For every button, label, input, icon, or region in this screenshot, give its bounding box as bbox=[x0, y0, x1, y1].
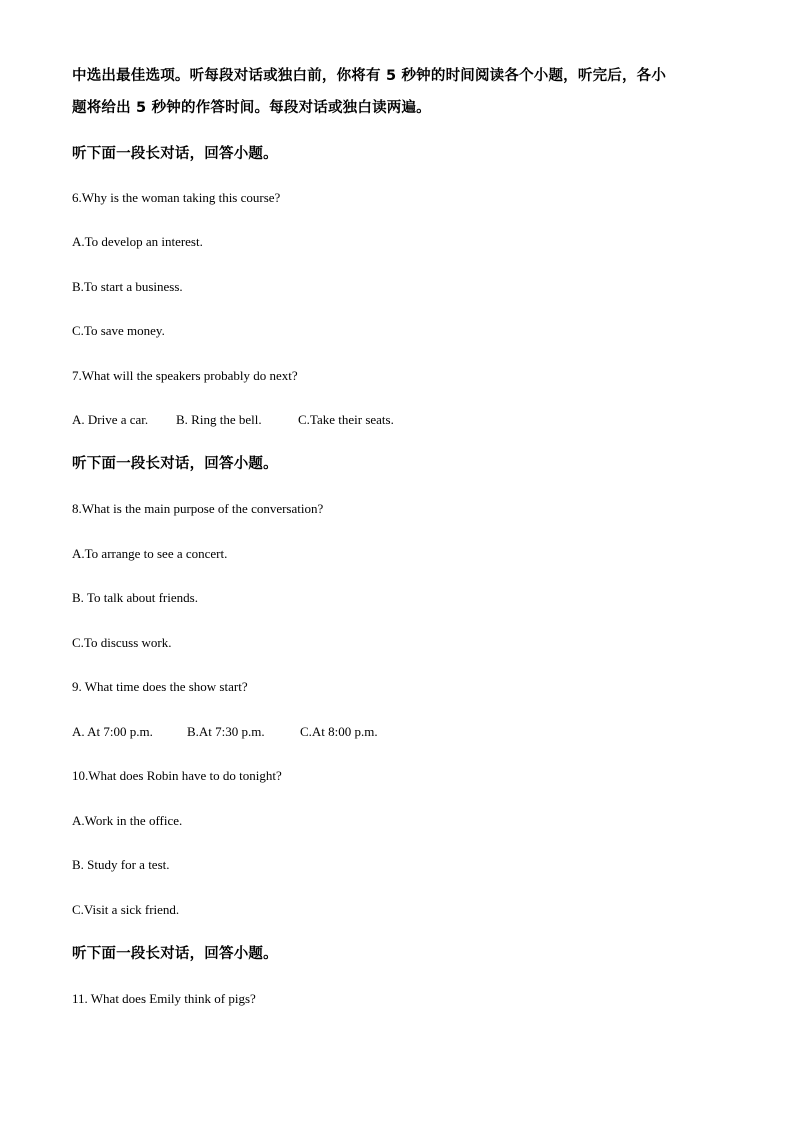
option-c: C.Visit a sick friend. bbox=[72, 902, 180, 917]
instructions-line-1: 中选出最佳选项。听每段对话或独白前，你将有 5 秒钟的时间阅读各个小题，听完后，各小 bbox=[72, 68, 667, 84]
option-b: B. Study for a test. bbox=[72, 857, 170, 872]
options-row bbox=[72, 724, 378, 740]
option-b: B.To start a business. bbox=[72, 279, 183, 294]
section-heading: 听下面一段长对话，回答小题。 bbox=[72, 456, 278, 472]
option-c: C.Take their seats. bbox=[298, 412, 394, 427]
option-c: C.To save money. bbox=[72, 323, 165, 338]
question-stem: 7.What will the speakers probably do next? bbox=[72, 368, 298, 383]
options-row bbox=[72, 412, 394, 428]
question-stem: 11. What does Emily think of pigs? bbox=[72, 991, 256, 1006]
question-stem: 9. What time does the show start? bbox=[72, 679, 248, 694]
question-stem: 10.What does Robin have to do tonight? bbox=[72, 768, 282, 783]
option-c: C.To discuss work. bbox=[72, 635, 172, 650]
option-a: A. At 7:00 p.m. bbox=[72, 724, 153, 739]
option-a: A.To develop an interest. bbox=[72, 234, 203, 249]
option-a: A.Work in the office. bbox=[72, 813, 183, 828]
section-heading: 听下面一段长对话，回答小题。 bbox=[72, 146, 278, 162]
option-b: B. Ring the bell. bbox=[176, 412, 262, 427]
question-stem: 8.What is the main purpose of the conversation? bbox=[72, 501, 324, 516]
option-b: B.At 7:30 p.m. bbox=[187, 724, 265, 739]
option-a: A.To arrange to see a concert. bbox=[72, 546, 228, 561]
option-a: A. Drive a car. bbox=[72, 412, 149, 427]
section-heading: 听下面一段长对话，回答小题。 bbox=[72, 946, 278, 962]
question-stem: 6.Why is the woman taking this course? bbox=[72, 190, 281, 205]
option-c: C.At 8:00 p.m. bbox=[300, 724, 378, 739]
option-b: B. To talk about friends. bbox=[72, 590, 198, 605]
instructions-line-2: 题将给出 5 秒钟的作答时间。每段对话或独白读两遍。 bbox=[72, 100, 431, 116]
